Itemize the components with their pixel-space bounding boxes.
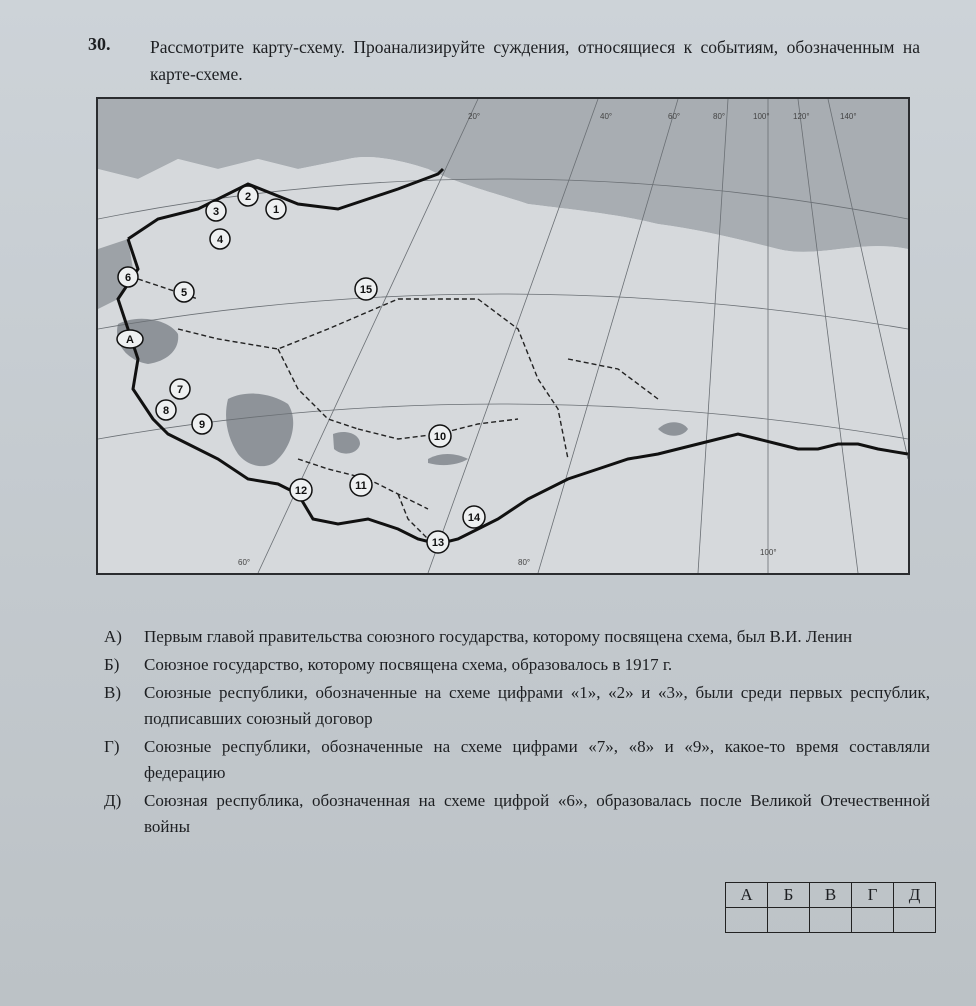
marker-7 bbox=[170, 379, 190, 399]
statement-g bbox=[104, 734, 930, 786]
marker-15 bbox=[355, 278, 377, 300]
map-svg bbox=[98, 99, 908, 573]
svg-text:15: 15 bbox=[359, 284, 373, 296]
answer-cell-v[interactable] bbox=[810, 908, 852, 933]
answer-table bbox=[725, 882, 936, 933]
svg-text:6: 6 bbox=[124, 272, 132, 284]
answer-input-row bbox=[726, 908, 936, 933]
svg-text:14: 14 bbox=[467, 512, 481, 524]
marker-4 bbox=[210, 229, 230, 249]
statement-text: Союзная республика, обозначенная на схеме цифрой «6», образовалась после Великой Отечественной войны bbox=[144, 791, 930, 836]
svg-text:1: 1 bbox=[272, 204, 280, 216]
statement-letter: Г) bbox=[104, 737, 120, 756]
marker-11 bbox=[350, 474, 372, 496]
svg-text:7: 7 bbox=[176, 384, 184, 396]
grid-label: 100° bbox=[760, 548, 777, 557]
map-scheme bbox=[96, 97, 910, 575]
marker-a bbox=[117, 330, 143, 348]
answer-header-row bbox=[726, 883, 936, 908]
statement-b bbox=[104, 652, 930, 678]
svg-text:10: 10 bbox=[433, 431, 447, 443]
marker-1 bbox=[266, 199, 286, 219]
svg-text:5: 5 bbox=[180, 287, 188, 299]
question-text: Рассмотрите карту-схему. Проанализируйте суждения, относящиеся к событиям, обозначенным на карте-схеме. bbox=[150, 37, 920, 84]
marker-12 bbox=[290, 479, 312, 501]
svg-text:2: 2 bbox=[244, 191, 252, 203]
statement-text: Союзное государство, которому посвящена схема, образовалось в 1917 г. bbox=[144, 655, 673, 674]
question-number: 30. bbox=[88, 34, 111, 54]
statement-v bbox=[104, 680, 930, 732]
grid-label: 120° bbox=[793, 112, 810, 121]
svg-text:4: 4 bbox=[216, 234, 224, 246]
grid-label: 60° bbox=[238, 558, 251, 567]
statement-a bbox=[104, 624, 930, 650]
answer-header-cell: А bbox=[726, 883, 768, 908]
statement-d bbox=[104, 788, 930, 840]
svg-text:9: 9 bbox=[198, 419, 206, 431]
svg-text:8: 8 bbox=[162, 405, 170, 417]
marker-8 bbox=[156, 400, 176, 420]
grid-label: 40° bbox=[600, 112, 613, 121]
marker-5 bbox=[174, 282, 194, 302]
marker-2 bbox=[238, 186, 258, 206]
grid-label: 80° bbox=[713, 112, 726, 121]
grid-label: 20° bbox=[468, 112, 481, 121]
answer-header-cell: Д bbox=[894, 883, 936, 908]
svg-text:11: 11 bbox=[355, 480, 367, 492]
marker-13 bbox=[427, 531, 449, 553]
grid-label: 140° bbox=[840, 112, 857, 121]
answer-cell-d[interactable] bbox=[894, 908, 936, 933]
statements-list bbox=[104, 624, 930, 842]
answer-cell-g[interactable] bbox=[852, 908, 894, 933]
answer-header-cell: В bbox=[810, 883, 852, 908]
statement-letter: Б) bbox=[104, 655, 120, 674]
statement-letter: Д) bbox=[104, 791, 122, 810]
answer-cell-a[interactable] bbox=[726, 908, 768, 933]
statement-letter: В) bbox=[104, 683, 121, 702]
grid-label: 80° bbox=[518, 558, 531, 567]
answer-header-cell: Б bbox=[768, 883, 810, 908]
marker-6 bbox=[118, 267, 138, 287]
statement-text: Союзные республики, обозначенные на схеме цифрами «1», «2» и «3», были среди первых республик, подписавших союзный договор bbox=[144, 683, 930, 728]
statement-letter: А) bbox=[104, 627, 122, 646]
svg-text:3: 3 bbox=[212, 206, 220, 218]
marker-10 bbox=[429, 425, 451, 447]
answer-header-cell: Г bbox=[852, 883, 894, 908]
svg-text:A: A bbox=[126, 334, 134, 346]
svg-text:12: 12 bbox=[294, 485, 308, 497]
statement-text: Первым главой правительства союзного государства, которому посвящена схема, был В.И. Ленин bbox=[144, 627, 853, 646]
statement-text: Союзные республики, обозначенные на схеме цифрами «7», «8» и «9», какое-то время составляли федерацию bbox=[144, 737, 930, 782]
svg-text:13: 13 bbox=[431, 537, 445, 549]
grid-label: 100° bbox=[753, 112, 770, 121]
marker-9 bbox=[192, 414, 212, 434]
marker-3 bbox=[206, 201, 226, 221]
answer-cell-b[interactable] bbox=[768, 908, 810, 933]
marker-14 bbox=[463, 506, 485, 528]
grid-label: 60° bbox=[668, 112, 681, 121]
